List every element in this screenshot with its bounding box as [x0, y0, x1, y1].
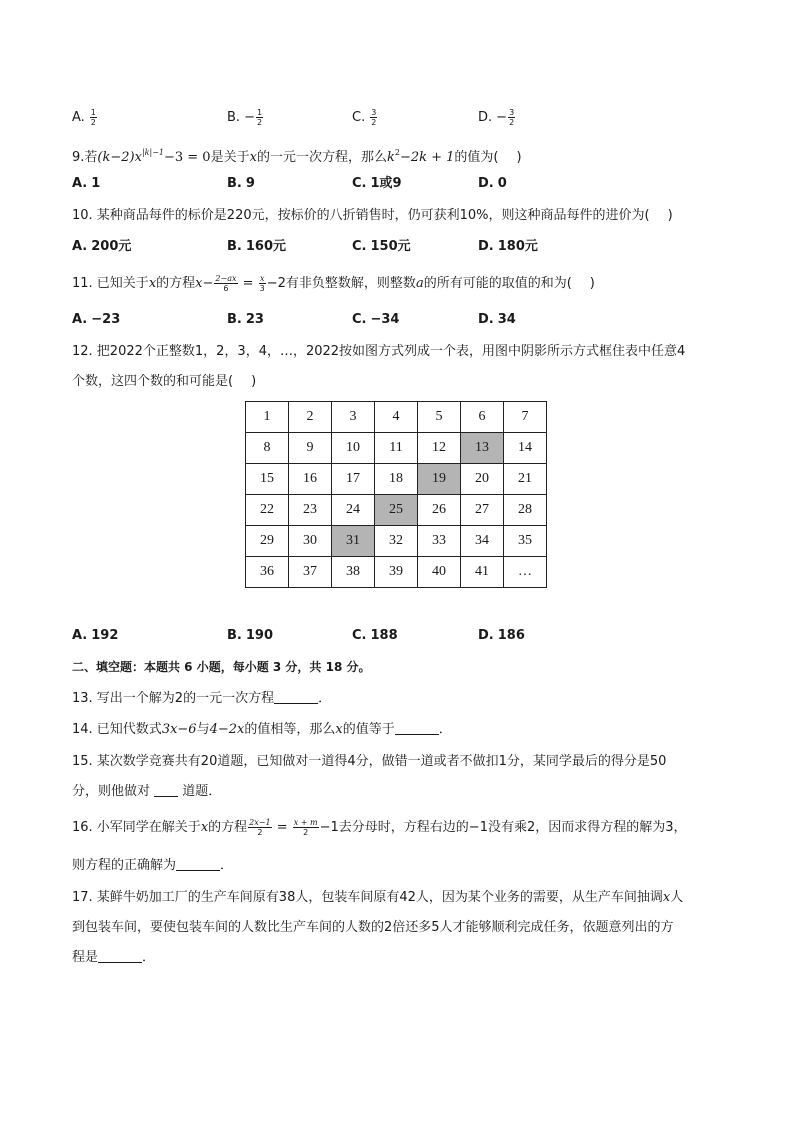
fill-blank[interactable] — [154, 784, 178, 797]
table-cell: 6 — [461, 402, 504, 433]
table-cell: 38 — [332, 557, 375, 588]
q12-option-a[interactable]: A. 192 — [72, 628, 119, 643]
q10-option-a[interactable]: A. 200元 — [72, 239, 132, 254]
table-cell: … — [504, 557, 547, 588]
q10-options — [72, 237, 732, 257]
table-cell: 17 — [332, 464, 375, 495]
table-cell: 18 — [375, 464, 418, 495]
table-row — [246, 464, 547, 495]
table-cell: 23 — [289, 495, 332, 526]
q11-option-b[interactable]: B. 23 — [227, 312, 264, 327]
table-cell: 21 — [504, 464, 547, 495]
q12-stem-line1: 12. 把2022个正整数1，2，3，4，…，2022按如图方式列成一个表，用图中阴影所示方式框住表中任意4 — [72, 344, 686, 359]
table-cell: 36 — [246, 557, 289, 588]
table-cell: 39 — [375, 557, 418, 588]
fraction: $\frac{3}{2}$ — [371, 108, 377, 127]
table-cell: 1 — [246, 402, 289, 433]
table-cell: 14 — [504, 433, 547, 464]
q8-options — [72, 108, 732, 128]
fill-blank[interactable] — [176, 858, 220, 871]
fraction: $\frac{x + m}{2}$ — [293, 818, 318, 837]
q11-option-a[interactable]: A. −23 — [72, 312, 121, 327]
table-cell: 32 — [375, 526, 418, 557]
q8-option-a[interactable]: A. $\frac{1}{2}$ — [72, 108, 96, 127]
q10-option-c[interactable]: C. 150元 — [352, 239, 411, 254]
q12-options — [72, 626, 732, 646]
table-cell: 9 — [289, 433, 332, 464]
table-cell: 12 — [418, 433, 461, 464]
table-cell: 15 — [246, 464, 289, 495]
table-cell: 5 — [418, 402, 461, 433]
table-cell: 2 — [289, 402, 332, 433]
q8-option-b[interactable]: B. − $\frac{1}{2}$ — [227, 108, 263, 127]
table-cell: 33 — [418, 526, 461, 557]
q9-option-d[interactable]: D. 0 — [478, 176, 507, 191]
table-cell: 27 — [461, 495, 504, 526]
table-cell-shaded: 31 — [332, 526, 375, 557]
fill-blank[interactable] — [395, 722, 439, 735]
q14-stem: 14. 已知代数式3x−6与4−2x的值相等，那么x的值等于 ． — [72, 722, 452, 737]
table-row — [246, 526, 547, 557]
table-cell-shaded: 25 — [375, 495, 418, 526]
table-cell: 10 — [332, 433, 375, 464]
q17-stem-line3: 程是 ． — [72, 950, 156, 965]
q16-stem-line1: 16. 小军同学在解关于x的方程 $\frac{2x-1}{2}$ = $\frac{x + m}{2}$ −1去分母时，方程右边的−1没有乘2，因而求得方程的解为3， — [72, 818, 687, 837]
fraction: $\frac{x}{3}$ — [259, 274, 265, 293]
table-cell: 41 — [461, 557, 504, 588]
table-cell: 7 — [504, 402, 547, 433]
table-cell: 28 — [504, 495, 547, 526]
table-cell: 16 — [289, 464, 332, 495]
q13-stem: 13. 写出一个解为2的一元一次方程 ． — [72, 691, 332, 706]
table-row — [246, 495, 547, 526]
fill-blank[interactable] — [98, 950, 142, 963]
fraction: $\frac{2x-1}{2}$ — [249, 818, 271, 837]
table-cell: 35 — [504, 526, 547, 557]
section-heading: 二、填空题：本题共 6 小题，每小题 3 分，共 18 分。 — [72, 660, 371, 674]
table-cell-shaded: 13 — [461, 433, 504, 464]
table-cell: 24 — [332, 495, 375, 526]
table-row — [246, 402, 547, 433]
fraction: $\frac{2-ax}{6}$ — [215, 274, 237, 293]
table-cell: 37 — [289, 557, 332, 588]
fraction: $\frac{3}{2}$ — [509, 108, 515, 127]
table-cell-shaded: 19 — [418, 464, 461, 495]
q10-stem: 10. 某种商品每件的标价是220元，按标价的八折销售时，仍可获利10%，则这种商品每件的进价为( ) — [72, 208, 673, 223]
q15-stem-line2: 分，则他做对 道题． — [72, 784, 222, 799]
table-cell: 11 — [375, 433, 418, 464]
q8-option-c[interactable]: C. $\frac{3}{2}$ — [352, 108, 377, 127]
table-cell: 4 — [375, 402, 418, 433]
fraction: $\frac{1}{2}$ — [90, 108, 96, 127]
table-cell: 26 — [418, 495, 461, 526]
table-cell: 8 — [246, 433, 289, 464]
q11-option-c[interactable]: C. −34 — [352, 312, 400, 327]
q15-stem-line1: 15. 某次数学竞赛共有20道题，已知做对一道得4分，做错一道或者不做扣1分，某同学最后的得分是50 — [72, 754, 667, 769]
q9-option-c[interactable]: C. 1或9 — [352, 176, 402, 191]
table-cell: 22 — [246, 495, 289, 526]
table-cell: 29 — [246, 526, 289, 557]
q10-option-b[interactable]: B. 160元 — [227, 239, 286, 254]
q16-stem-line2: 则方程的正确解为 ． — [72, 858, 234, 873]
table-cell: 3 — [332, 402, 375, 433]
table-cell: 30 — [289, 526, 332, 557]
q12-option-c[interactable]: C. 188 — [352, 628, 398, 643]
q9-option-b[interactable]: B. 9 — [227, 176, 255, 191]
table-cell: 40 — [418, 557, 461, 588]
table-row — [246, 557, 547, 588]
fraction: $\frac{1}{2}$ — [256, 108, 263, 127]
q9-stem: 9.若$(k-2)x^{|k|-1}-3 = 0$是关于x的一元一次方程，那么$k^2-2k + 1$的值为( ) — [72, 148, 522, 165]
q17-stem-line1: 17. 某鲜牛奶加工厂的生产车间原有38人，包装车间原有42人，因为某个业务的需要，从生产车间抽调x人 — [72, 890, 684, 905]
q8-option-d[interactable]: D. − $\frac{3}{2}$ — [478, 108, 515, 127]
q17-stem-line2: 到包装车间，要使包装车间的人数比生产车间的人数的2倍还多5人才能够顺利完成任务，依题意列出的方 — [72, 920, 674, 935]
q9-options — [72, 174, 732, 194]
q11-stem: 11. 已知关于x的方程x− $\frac{2-ax}{6}$ = $\frac{x}{3}$ −2有非负整数解，则整数a的所有可能的取值的和为( ) — [72, 274, 595, 293]
q11-options — [72, 310, 732, 330]
fill-blank[interactable] — [274, 691, 318, 704]
table-cell: 20 — [461, 464, 504, 495]
q9-option-a[interactable]: A. 1 — [72, 176, 101, 191]
q10-option-d[interactable]: D. 180元 — [478, 239, 538, 254]
table-cell: 34 — [461, 526, 504, 557]
q12-stem-line2: 个数，这四个数的和可能是( ) — [72, 374, 257, 389]
table-row — [246, 433, 547, 464]
q12-option-b[interactable]: B. 190 — [227, 628, 273, 643]
number-grid-table — [245, 401, 547, 588]
q11-option-d[interactable]: D. 34 — [478, 312, 516, 327]
q12-option-d[interactable]: D. 186 — [478, 628, 525, 643]
